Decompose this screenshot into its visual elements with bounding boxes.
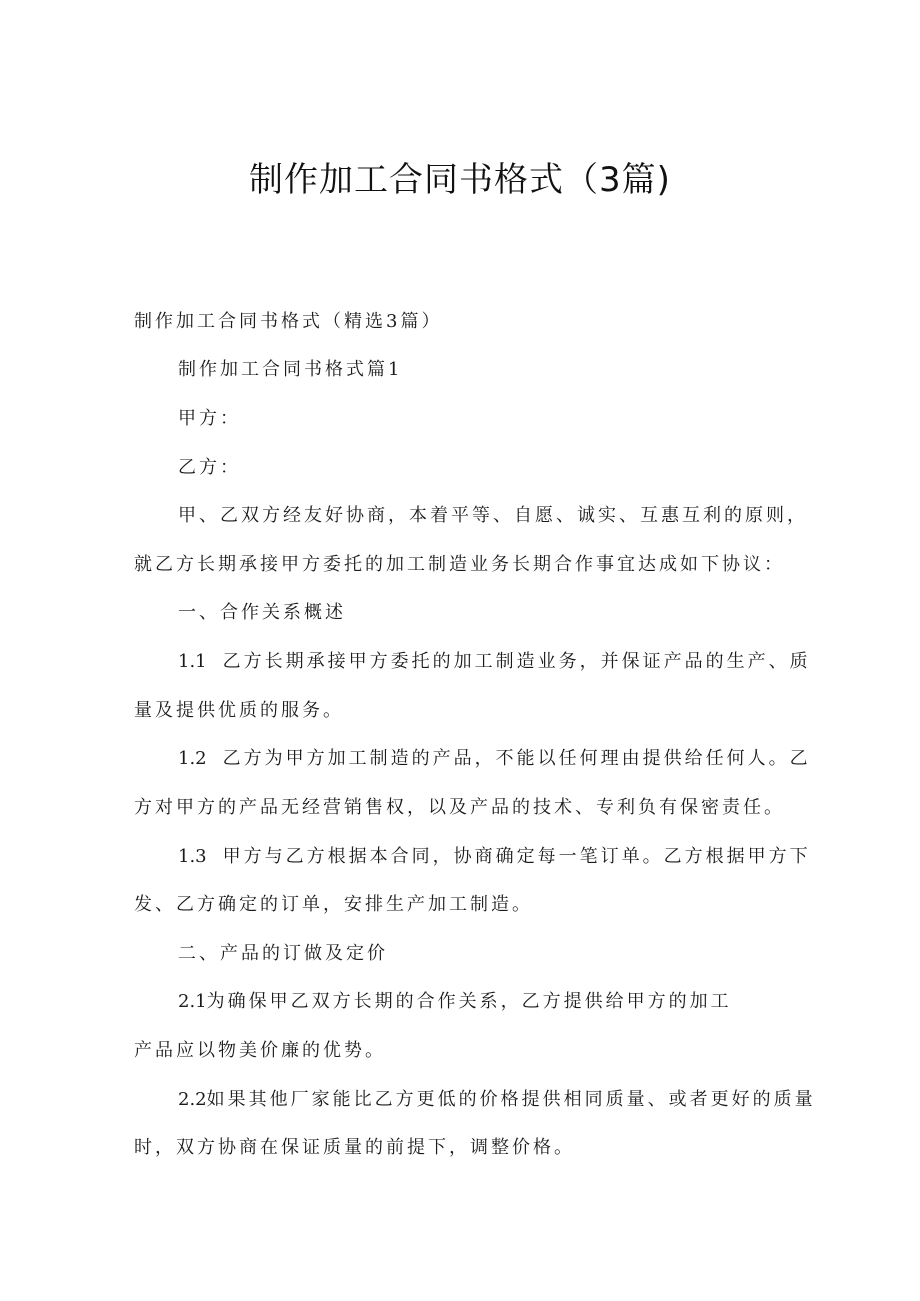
clause-text: 为确保甲乙双方长期的合作关系，乙方提供给甲方的加工 (206, 991, 732, 1012)
clause-1-1-cont: 量及提供优质的服务。 (134, 700, 344, 721)
clause-number: 2.2 (178, 1089, 207, 1110)
clause-number: 2.1 (178, 991, 207, 1012)
clause-1-3-cont: 发、乙方确定的订单，安排生产加工制造。 (134, 894, 533, 915)
intro-line-2: 就乙方长期承接甲方委托的加工制造业务长期合作事宜达成如下协议： (134, 554, 785, 575)
clause-1-3 (178, 845, 811, 869)
document-title: 制作加工合同书格式（3篇) (249, 160, 671, 200)
clause-2-2 (178, 1088, 816, 1112)
party-b-label: 乙方： (178, 457, 241, 478)
clause-text: 乙方长期承接甲方委托的加工制造业务，并保证产品的生产、质 (222, 651, 811, 672)
heading-cooperation: 一、合作关系概述 (178, 602, 346, 623)
intro-line-1: 甲、乙双方经友好协商，本着平等、自愿、诚实、互惠互利的原则， (178, 505, 808, 526)
clause-text: 甲方与乙方根据本合同，协商确定每一笔订单。乙方根据甲方下 (222, 846, 811, 867)
party-a-label: 甲方： (178, 408, 241, 429)
document-subtitle: 制作加工合同书格式（精选3篇） (134, 311, 443, 332)
clause-1-1 (178, 650, 811, 674)
section-title: 制作加工合同书格式篇1 (178, 359, 403, 380)
clause-2-1 (178, 990, 732, 1014)
clause-number: 1.2 (178, 748, 207, 769)
clause-2-1-cont: 产品应以物美价廉的优势。 (134, 1040, 386, 1061)
clause-text: 乙方为甲方加工制造的产品，不能以任何理由提供给任何人。乙 (222, 748, 811, 769)
clause-text: 如果其他厂家能比乙方更低的价格提供相同质量、或者更好的质量 (206, 1089, 816, 1110)
clause-2-2-cont: 时，双方协商在保证质量的前提下，调整价格。 (134, 1137, 575, 1158)
clause-number: 1.3 (178, 846, 207, 867)
clause-1-2-cont: 方对甲方的产品无经营销售权，以及产品的技术、专利负有保密责任。 (134, 797, 785, 818)
clause-number: 1.1 (178, 651, 207, 672)
clause-1-2 (178, 747, 811, 771)
heading-order-pricing: 二、产品的订做及定价 (178, 943, 388, 964)
